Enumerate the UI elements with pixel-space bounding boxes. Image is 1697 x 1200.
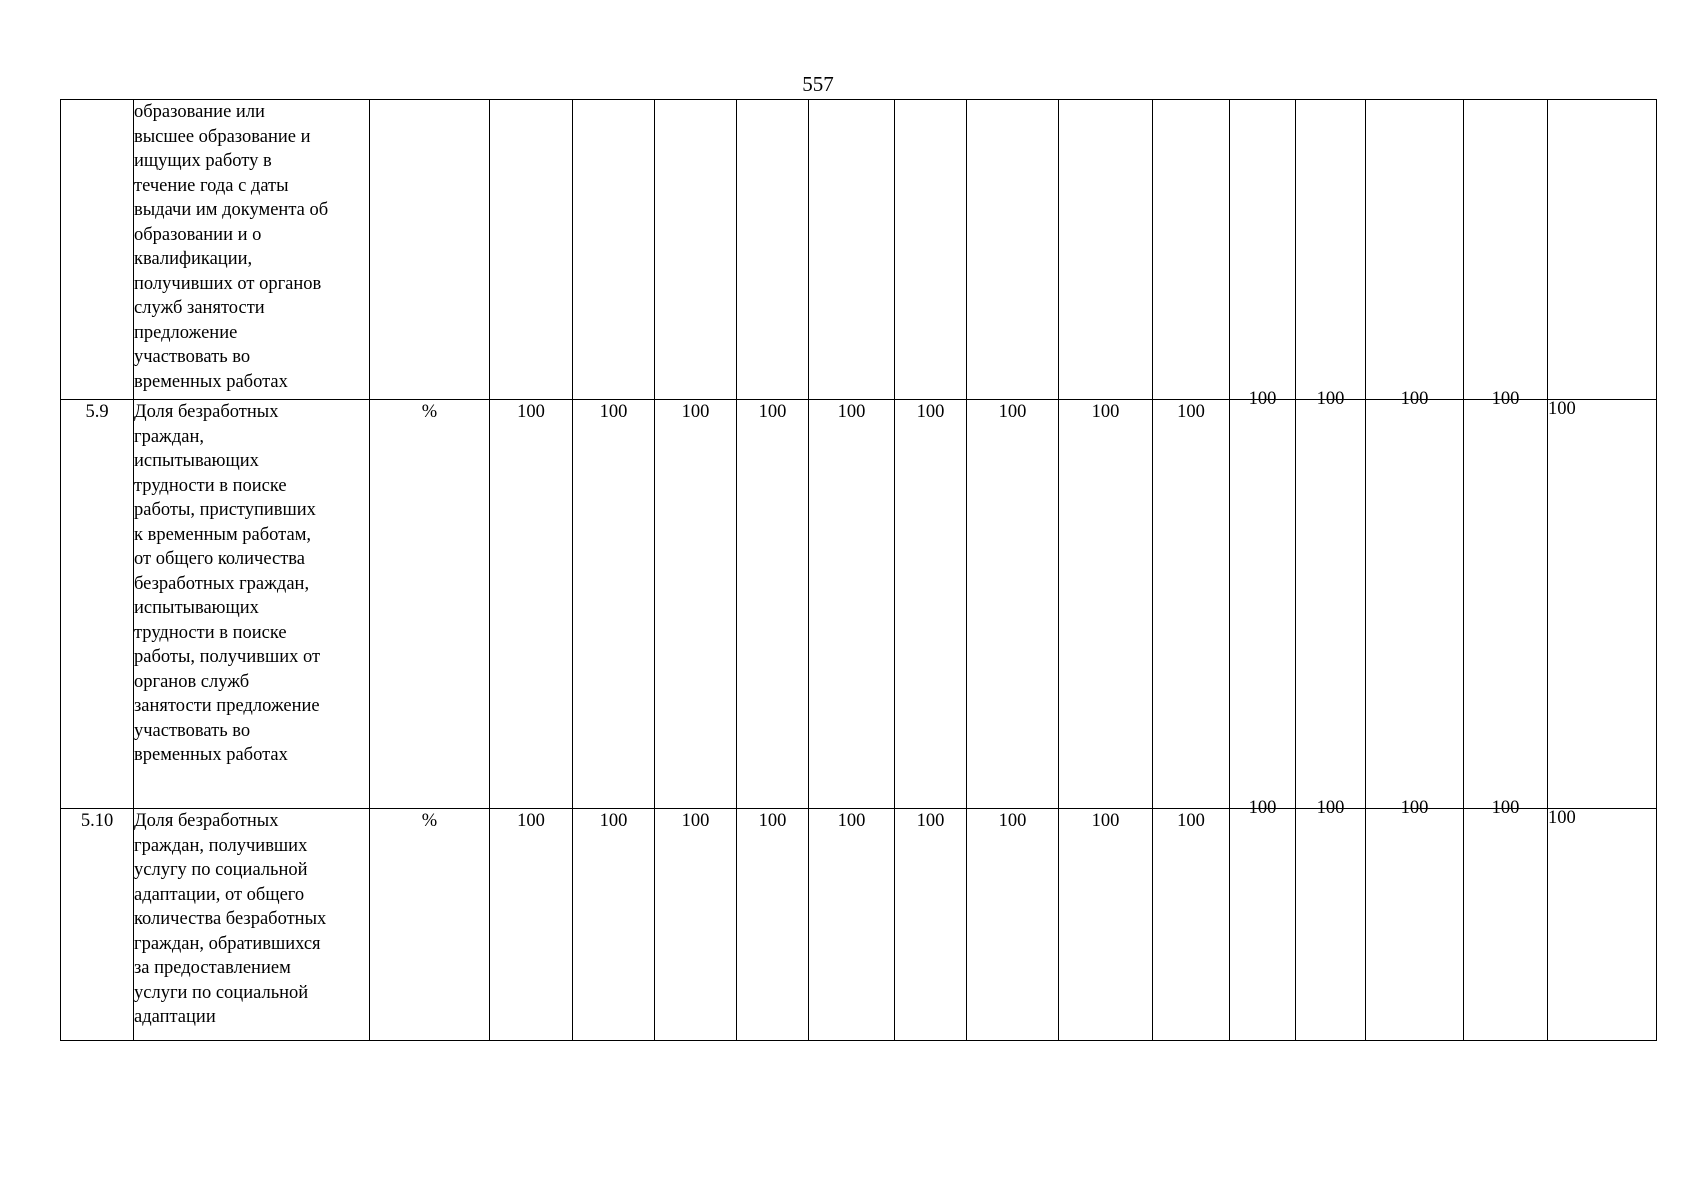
table-row — [61, 100, 1657, 400]
value-text: 100 — [1316, 798, 1345, 818]
value-text: 100 — [1177, 811, 1205, 831]
value-cell — [737, 100, 809, 400]
value-cell — [895, 100, 967, 400]
value-text: 100 — [837, 402, 866, 422]
table-row — [61, 400, 1657, 809]
value-cell — [1059, 809, 1153, 1041]
value-cell — [1153, 100, 1230, 400]
unit-cell — [370, 100, 490, 400]
value-cell — [1296, 389, 1366, 809]
value-cell — [1366, 798, 1464, 1041]
value-text: 100 — [1177, 402, 1205, 422]
page-number: 557 — [802, 72, 834, 96]
indicators-table — [60, 99, 1657, 1041]
value-cell — [1153, 809, 1230, 1041]
value-text: 100 — [517, 402, 545, 422]
unit-cell: % — [370, 400, 490, 809]
value-cell — [895, 809, 967, 1041]
value-text: 100 — [1091, 811, 1120, 831]
value-cell — [1296, 798, 1366, 1041]
value-cell — [809, 100, 895, 400]
value-text: 100 — [1548, 399, 1576, 419]
value-text: 100 — [1548, 808, 1576, 828]
value-cell — [655, 809, 737, 1041]
row-number-cell: 5.10 — [61, 809, 134, 1041]
value-cell — [655, 100, 737, 400]
value-text: 100 — [998, 811, 1027, 831]
unit-cell: % — [370, 809, 490, 1041]
value-cell — [809, 809, 895, 1041]
last-value-cell — [1548, 809, 1657, 1041]
last-value-cell — [1548, 100, 1657, 400]
value-text: 100 — [758, 402, 787, 422]
value-text: 100 — [837, 811, 866, 831]
value-text: 100 — [1491, 798, 1520, 818]
value-text: 100 — [1248, 389, 1277, 409]
table-row — [61, 809, 1657, 1041]
value-cell — [573, 809, 655, 1041]
value-cell — [895, 400, 967, 809]
value-text: 100 — [916, 811, 945, 831]
value-cell — [1464, 798, 1548, 1041]
value-cell — [967, 809, 1059, 1041]
value-text: 100 — [681, 811, 710, 831]
value-text: 100 — [1316, 389, 1345, 409]
value-cell — [490, 400, 573, 809]
value-text: 100 — [599, 402, 628, 422]
value-cell — [967, 400, 1059, 809]
value-cell — [737, 400, 809, 809]
value-cell — [1230, 100, 1296, 400]
value-cell — [1366, 389, 1464, 809]
value-cell — [1153, 400, 1230, 809]
value-cell — [573, 400, 655, 809]
value-cell — [490, 809, 573, 1041]
indicator-name-cell: Доля безработных граждан, получивших услугу по социальной адаптации, от общего количества безработных граждан, обратившихся за предоставлением услуги по социальной адаптации — [134, 809, 370, 1041]
row-number-cell: 5.9 — [61, 400, 134, 809]
value-cell — [1230, 389, 1296, 809]
value-text: 100 — [1091, 402, 1120, 422]
value-text: 100 — [758, 811, 787, 831]
value-cell — [1296, 100, 1366, 400]
value-cell — [967, 100, 1059, 400]
last-value-cell — [1548, 400, 1657, 809]
value-cell — [809, 400, 895, 809]
value-text: 100 — [916, 402, 945, 422]
value-text: 100 — [599, 811, 628, 831]
value-text: 100 — [681, 402, 710, 422]
value-cell — [1059, 400, 1153, 809]
value-cell — [490, 100, 573, 400]
value-cell — [655, 400, 737, 809]
row-number-cell — [61, 100, 134, 400]
value-cell — [737, 809, 809, 1041]
value-text: 100 — [1400, 798, 1429, 818]
value-text: 100 — [998, 402, 1027, 422]
value-cell — [1464, 100, 1548, 400]
value-text: 100 — [1491, 389, 1520, 409]
value-cell — [1366, 100, 1464, 400]
value-text: 100 — [1248, 798, 1277, 818]
value-cell — [1059, 100, 1153, 400]
value-cell — [1464, 389, 1548, 809]
indicator-name-cell: образование или высшее образование и ищущих работу в течение года с даты выдачи им документа об образовании и о квалификации, получивших от органов служб занятости предложение участвовать во временных работах — [134, 100, 370, 400]
value-text: 100 — [517, 811, 545, 831]
value-text: 100 — [1400, 389, 1429, 409]
value-cell — [573, 100, 655, 400]
value-cell — [1230, 798, 1296, 1041]
indicator-name-cell: Доля безработных граждан, испытывающих трудности в поиске работы, приступивших к временным работам, от общего количества безработных граждан, испытывающих трудности в поиске работы, получивших от органов служб занятости предложение участвовать во временных работах — [134, 400, 370, 809]
